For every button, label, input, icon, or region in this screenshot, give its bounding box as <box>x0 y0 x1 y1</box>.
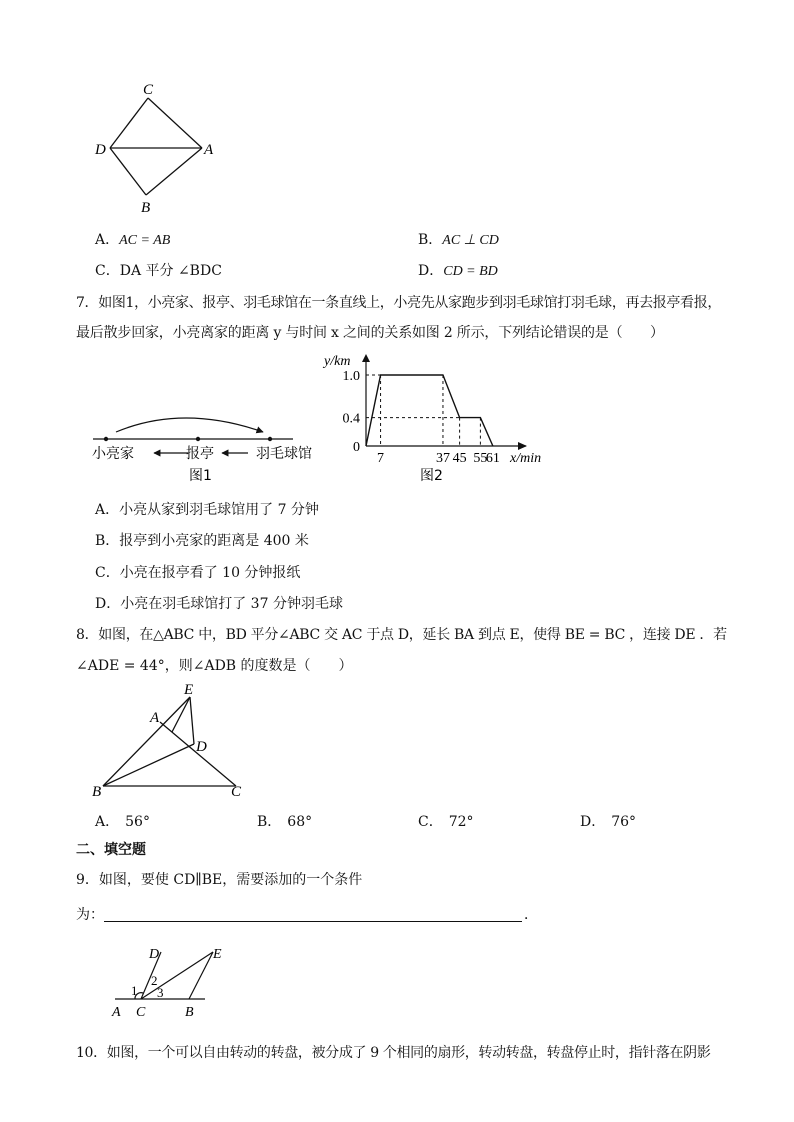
option-text: 小亮从家到羽毛球馆用了 7 分钟 <box>119 502 319 518</box>
q6-option-a <box>95 229 170 249</box>
option-text: 72° <box>448 814 474 830</box>
option-letter: A． <box>95 232 120 248</box>
q7-option-b <box>95 530 309 550</box>
option-letter: C． <box>95 565 120 581</box>
q6-figure <box>90 78 230 218</box>
q9-answer-prefix: 为： <box>76 907 104 923</box>
option-text: 56° <box>125 814 150 830</box>
option-letter: A． <box>95 814 120 830</box>
fig6-label-d: D <box>95 142 106 158</box>
option-letter: D． <box>95 596 121 612</box>
y-tick-label: 0.4 <box>342 411 360 427</box>
fig1-label-home: 小亮家 <box>92 446 134 462</box>
option-letter: B． <box>257 814 282 830</box>
option-text: 小亮在羽毛球馆打了 37 分钟羽毛球 <box>120 596 343 612</box>
q8-question-line-1: 8．如图，在△ABC 中，BD 平分∠ABC 交 AC 于点 D，延长 BA 到点 E，使得 BE = BC ，连接 DE ．若 <box>76 627 727 643</box>
option-text: 报亭到小亮家的距离是 400 米 <box>119 533 309 549</box>
x-axis-label: x/min <box>510 451 542 466</box>
q6-option-b <box>418 229 499 249</box>
x-tick-label: 7 <box>377 451 385 466</box>
q8-option-a <box>95 811 150 831</box>
q9-answer-suffix: ． <box>524 907 538 923</box>
option-text: 76° <box>611 814 637 830</box>
q6-option-c <box>95 260 222 280</box>
fig9-label-1: 1 <box>131 983 138 998</box>
fig8-label-e: E <box>184 682 194 698</box>
series-line <box>366 375 493 446</box>
option-text: AC ⊥ CD <box>442 233 499 248</box>
y-tick-label: 0 <box>353 440 360 455</box>
q6-option-d <box>418 260 498 280</box>
fig9-label-d: D <box>149 947 160 962</box>
fig1-label-kiosk: 报亭 <box>186 446 214 462</box>
fig8-label-b: B <box>92 784 102 800</box>
option-text: DA 平分 ∠BDC <box>119 263 222 279</box>
q7-question-line-2: 最后散步回家，小亮离家的距离 y 与时间 x 之间的关系如图 2 所示，下列结论错误的是（ ） <box>76 325 664 341</box>
q7-option-c <box>95 562 300 582</box>
fig9-label-c: C <box>136 1005 146 1020</box>
fig9-label-b: B <box>185 1005 194 1020</box>
q8-option-c <box>418 811 474 831</box>
fig1-caption: 图1 <box>189 468 212 484</box>
q10-question-line-1: 10．如图，一个可以自由转动的转盘，被分成了 9 个相同的扇形，转动转盘，转盘停止时，指针落在阴影 <box>76 1045 711 1061</box>
fig9-label-2: 2 <box>151 973 158 988</box>
option-text: AC = AB <box>119 233 171 248</box>
fig9-label-3: 3 <box>157 985 164 1000</box>
q7-option-d <box>95 593 343 613</box>
y-tick-label: 1.0 <box>342 369 360 384</box>
x-axis-arrow <box>518 442 527 450</box>
y-axis-label: y/km <box>324 354 351 369</box>
q7-option-a <box>95 499 319 519</box>
option-letter: C． <box>418 814 443 830</box>
y-axis-arrow <box>362 354 370 362</box>
x-tick-label: 61 <box>485 451 500 466</box>
fig9-label-e: E <box>213 947 222 962</box>
q8-option-b <box>257 811 312 831</box>
option-letter: B． <box>418 232 443 248</box>
option-letter: A． <box>95 502 120 518</box>
fig6-label-b: B <box>141 200 151 216</box>
option-letter: D． <box>580 814 606 830</box>
x-tick-label: 45 <box>452 451 467 466</box>
q7-figure-1 <box>88 410 338 486</box>
option-text: 小亮在报亭看了 10 分钟报纸 <box>119 565 301 581</box>
option-text: 68° <box>287 814 313 830</box>
fig8-label-c: C <box>231 784 242 800</box>
q9-question-line-1: 9．如图，要使 CD∥BE，需要添加的一个条件 <box>76 872 363 888</box>
fig6-label-c: C <box>143 82 154 98</box>
section-heading: 二、填空题 <box>76 842 146 858</box>
q8-figure <box>88 678 258 803</box>
fig9-label-a: A <box>112 1005 121 1020</box>
fig8-label-a: A <box>150 710 160 726</box>
q9-figure <box>105 940 240 1020</box>
q7-figure-2 <box>318 350 558 490</box>
option-letter: D． <box>418 263 444 279</box>
q9-answer-blank[interactable] <box>104 921 522 922</box>
option-letter: C． <box>95 263 120 279</box>
q8-option-d <box>580 811 636 831</box>
fig2-caption: 图2 <box>420 468 443 484</box>
x-tick-label: 55 <box>473 451 488 466</box>
fig6-label-a: A <box>204 142 214 158</box>
option-letter: B． <box>95 533 120 549</box>
q8-question-line-2: ∠ADE = 44°，则∠ADB 的度数是（ ） <box>76 658 353 674</box>
fig1-label-gym: 羽毛球馆 <box>256 446 312 462</box>
option-text: CD = BD <box>443 264 498 279</box>
fig8-label-d: D <box>196 739 207 755</box>
x-tick-label: 37 <box>435 451 450 466</box>
q7-question-line-1: 7．如图1，小亮家、报亭、羽毛球馆在一条直线上，小亮先从家跑步到羽毛球馆打羽毛球，再去报亭看报， <box>76 295 722 311</box>
